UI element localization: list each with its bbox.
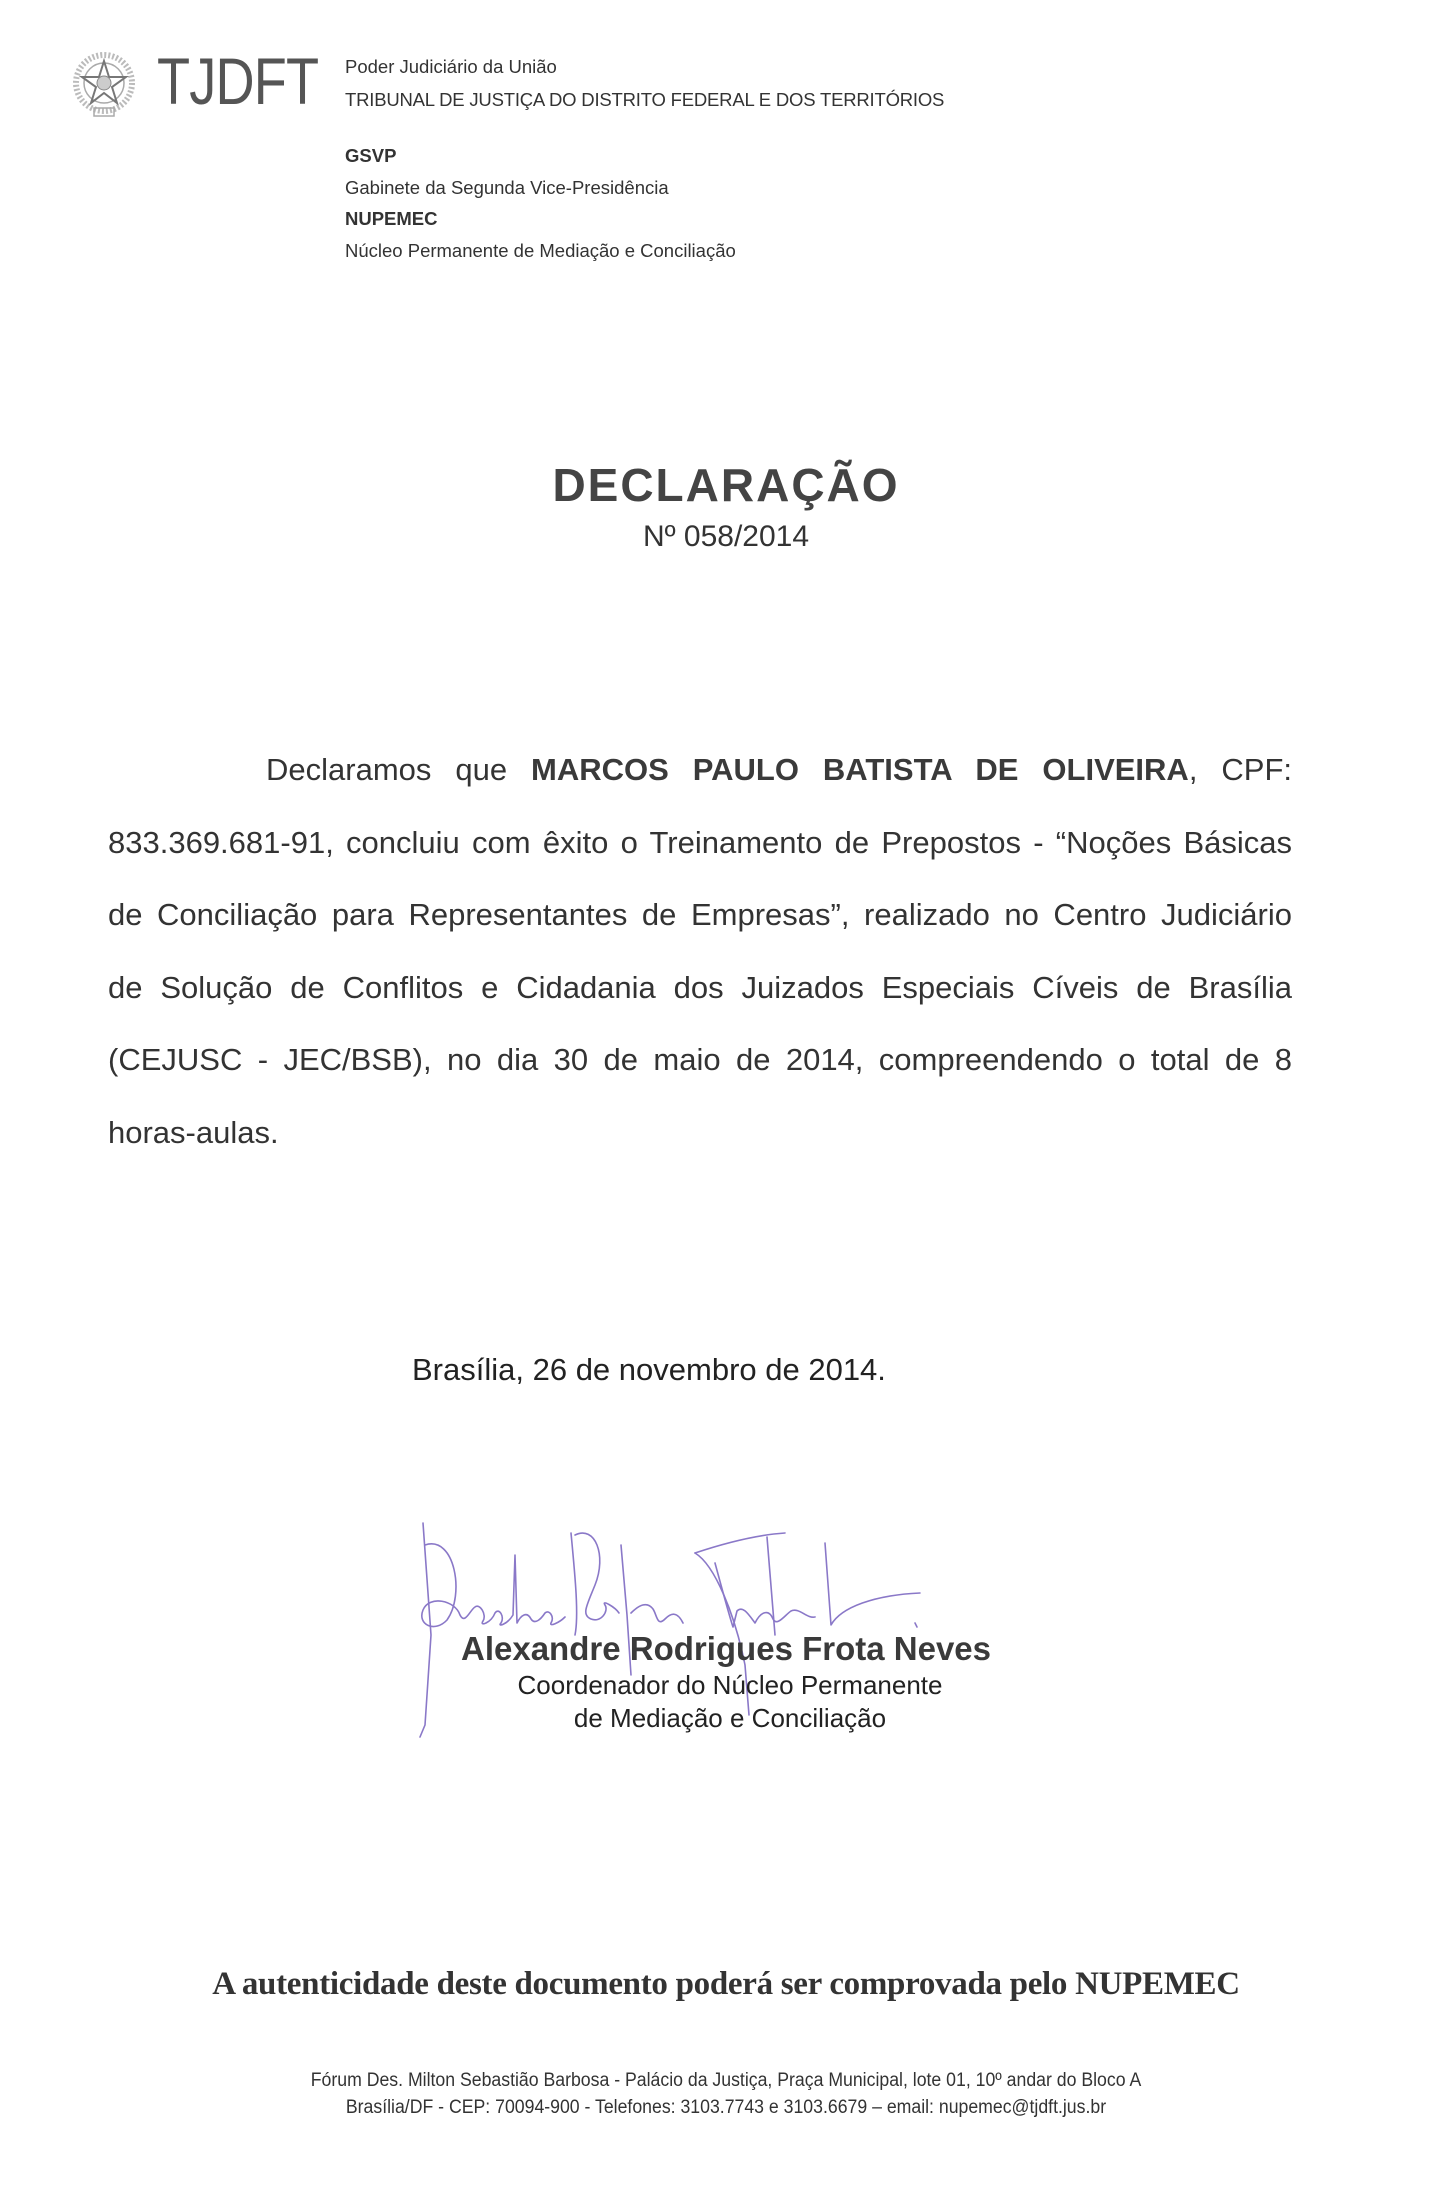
footer-address: Fórum Des. Milton Sebastião Barbosa - Palácio da Justiça, Praça Municipal, lote 01, 10º andar do Bloco A bbox=[310, 2070, 1142, 2091]
coat-of-arms-icon bbox=[70, 50, 138, 120]
document-number: Nº 058/2014 bbox=[642, 520, 810, 553]
authenticity-notice: A autenticidade deste documento poderá ser comprovada pelo NUPEMEC bbox=[212, 1966, 1240, 2002]
signer-name: Alexandre Rodrigues Frota Neves bbox=[461, 1630, 991, 1667]
declaration-text: , CPF: 833.369.681-91, concluiu com êxito o Treinamento de Prepostos - “Noções Básicas de Conciliação para Representantes de Empresas”, realizado no Centro Judiciário de Solução de Conflitos e Cidadania dos Juizados Especiais Cíveis de Brasília (CEJUSC - JEC/BSB), no dia 30 de maio de 2014, compreendendo o total de 8 horas-aulas. bbox=[108, 752, 1293, 1150]
header-unit-code: NUPEMEC bbox=[345, 208, 438, 229]
footer-contact: Brasília/DF - CEP: 70094-900 - Telefones: 3103.7743 e 3103.6679 – email: nupemec@tjdft.jus.br bbox=[345, 2097, 1107, 2118]
issue-date: Brasília, 26 de novembro de 2014. bbox=[412, 1352, 886, 1387]
declaration-intro: Declaramos que bbox=[266, 752, 532, 787]
header-dept-code: GSVP bbox=[345, 145, 397, 166]
declared-person-name: MARCOS PAULO BATISTA DE OLIVEIRA bbox=[531, 752, 1189, 787]
brand-logo-text: TJDFT bbox=[157, 44, 319, 118]
document-title: DECLARAÇÃO bbox=[552, 459, 900, 511]
signer-role-line1: Coordenador do Núcleo Permanente bbox=[517, 1670, 943, 1700]
signer-role-line2: de Mediação e Conciliação bbox=[573, 1703, 887, 1733]
header-unit-name: Núcleo Permanente de Mediação e Conciliação bbox=[345, 240, 736, 261]
header-branch: Poder Judiciário da União bbox=[345, 56, 557, 77]
declaration-paragraph bbox=[108, 734, 1292, 1169]
header-court-name: TRIBUNAL DE JUSTIÇA DO DISTRITO FEDERAL E DOS TERRITÓRIOS bbox=[345, 89, 945, 110]
header-dept-name: Gabinete da Segunda Vice-Presidência bbox=[345, 177, 669, 198]
